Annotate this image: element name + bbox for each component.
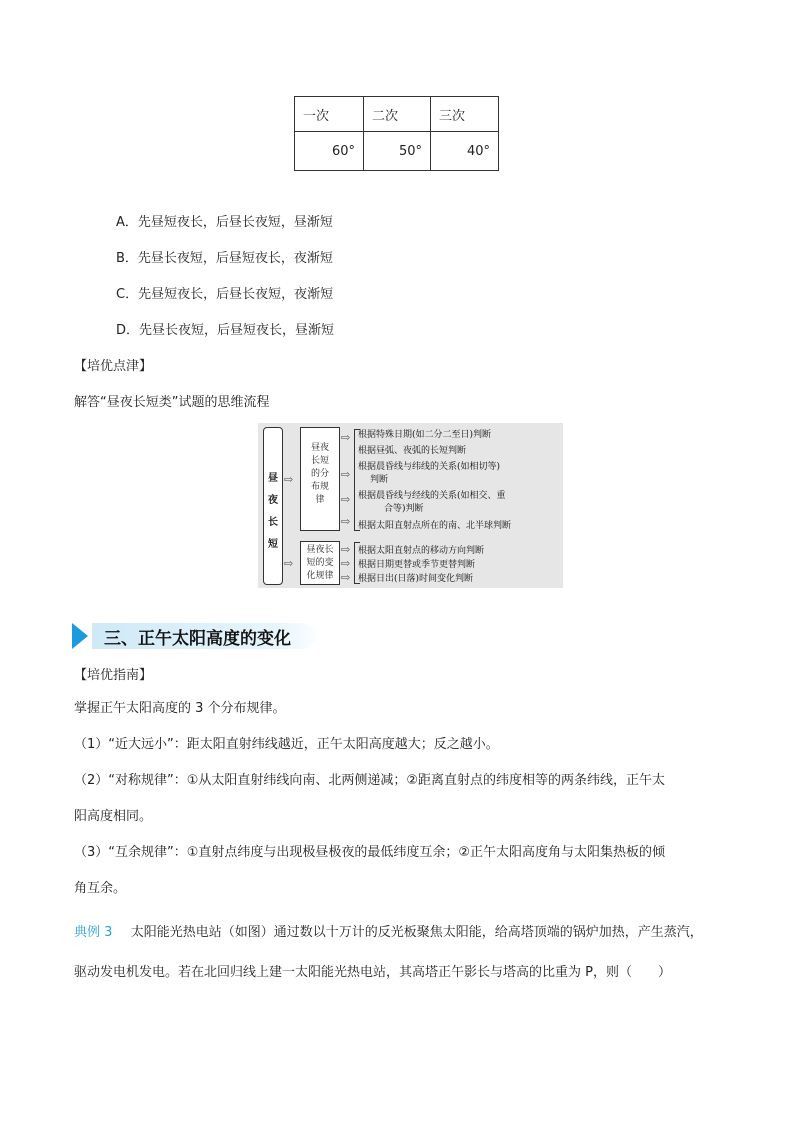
rules-intro: 掌握正午太阳高度的 3 个分布规律。: [74, 701, 286, 716]
example-line1: [74, 921, 703, 940]
flow-intro: 解答“昼夜长短类”试题的思维流程: [74, 395, 270, 410]
flow-item: 根据太阳直射点的移动方向判断: [358, 546, 485, 556]
flow-branch1-line: 布规: [310, 482, 329, 492]
section-heading-tips: 【培优点津】: [74, 359, 153, 374]
section-title: 三、正午太阳高度的变化: [104, 629, 291, 649]
flow-item: 根据特殊日期(如二分二至日)判断: [358, 430, 492, 440]
flow-root-char: 昼: [268, 473, 278, 484]
option-c: C．先昼短夜长，后昼长夜短，夜渐短: [116, 287, 334, 302]
thinking-flowchart: [258, 423, 563, 588]
flow-item: 合等)判断: [384, 504, 424, 514]
table-header-row: [295, 97, 499, 132]
table-cell: 三次: [431, 97, 499, 132]
flow-root-char: 短: [268, 539, 278, 550]
flow-item: 根据太阳直射点所在的南、北半球判断: [358, 521, 512, 531]
example-label: 典例 3: [74, 925, 113, 940]
option-a: A．先昼短夜长，后昼长夜短，昼渐短: [116, 215, 333, 230]
arrow-right-icon: ⇨: [284, 473, 294, 486]
arrow-right-icon: ⇨: [341, 431, 351, 444]
arrow-right-icon: ⇨: [284, 557, 294, 570]
arrow-right-icon: ⇨: [341, 493, 351, 506]
section-heading-guide: 【培优指南】: [74, 668, 153, 683]
arrow-right-icon: ⇨: [341, 543, 351, 556]
table-cell: 二次: [364, 97, 431, 132]
flow-branch2-line: 昼夜长: [306, 545, 334, 555]
rule-2-line2: 阳高度相同。: [74, 809, 153, 824]
flow-branch2-line: 短的变: [306, 558, 334, 568]
flow-item: 根据昼弧、夜弧的长短判断: [358, 446, 467, 456]
flow-root-char: 长: [268, 517, 278, 528]
arrow-right-icon: ⇨: [341, 571, 351, 584]
flow-branch2-box: [300, 541, 340, 585]
example-line2: 驱动发电机发电。若在北回归线上建一太阳能光热电站，其高塔正午影长与塔高的比重为 P，则（ ）: [74, 965, 671, 980]
flow-item: 根据日出(日落)时间变化判断: [358, 574, 474, 584]
flow-root-char: 夜: [268, 495, 278, 506]
table-cell: 60°: [295, 132, 364, 171]
flow-branch1-line: 的分: [310, 469, 329, 479]
angle-table: [294, 96, 499, 171]
flow-root-box: [263, 427, 283, 585]
example-text: 太阳能光热电站（如图）通过数以十万计的反光板聚焦太阳能，给高塔顶端的锅炉加热，产生蒸汽，: [130, 925, 703, 940]
rule-1: （1）“近大远小”：距太阳直射纬线越近，正午太阳高度越大；反之越小。: [74, 737, 499, 752]
option-b: B．先昼长夜短，后昼短夜长，夜渐短: [116, 251, 333, 266]
arrow-right-icon: ⇨: [341, 515, 351, 528]
flow-item: 根据晨昏线与纬线的关系(如相切等): [358, 462, 501, 472]
triangle-marker-icon: [72, 623, 88, 649]
flow-branch1-line: 昼夜: [310, 443, 329, 453]
flow-branch1-line: 律: [315, 495, 325, 505]
table-cell: 50°: [364, 132, 431, 171]
flow-branch1-line: 长短: [310, 456, 329, 466]
flow-item: 根据晨昏线与经线的关系(如相交、重: [358, 491, 506, 501]
flow-branch2-line: 化规律: [306, 571, 334, 581]
table-cell: 40°: [431, 132, 499, 171]
flow-item: 根据日期更替或季节更替判断: [358, 560, 476, 570]
rule-3-line1: （3）“互余规律”：①直射点纬度与出现极昼极夜的最低纬度互余；②正午太阳高度角与太阳集热板的倾: [74, 845, 666, 860]
arrow-right-icon: ⇨: [341, 557, 351, 570]
flow-branch1-box: [300, 427, 340, 531]
table-row: [295, 132, 499, 171]
flow-item: 判断: [370, 475, 389, 485]
arrow-right-icon: ⇨: [341, 468, 351, 481]
option-d: D．先昼长夜短，后昼短夜长，昼渐短: [116, 323, 335, 338]
rule-2-line1: （2）“对称规律”：①从太阳直射纬线向南、北两侧递减；②距离直射点的纬度相等的两条纬线，正午太: [74, 773, 666, 788]
table-cell: 一次: [295, 97, 364, 132]
rule-3-line2: 角互余。: [74, 881, 127, 896]
